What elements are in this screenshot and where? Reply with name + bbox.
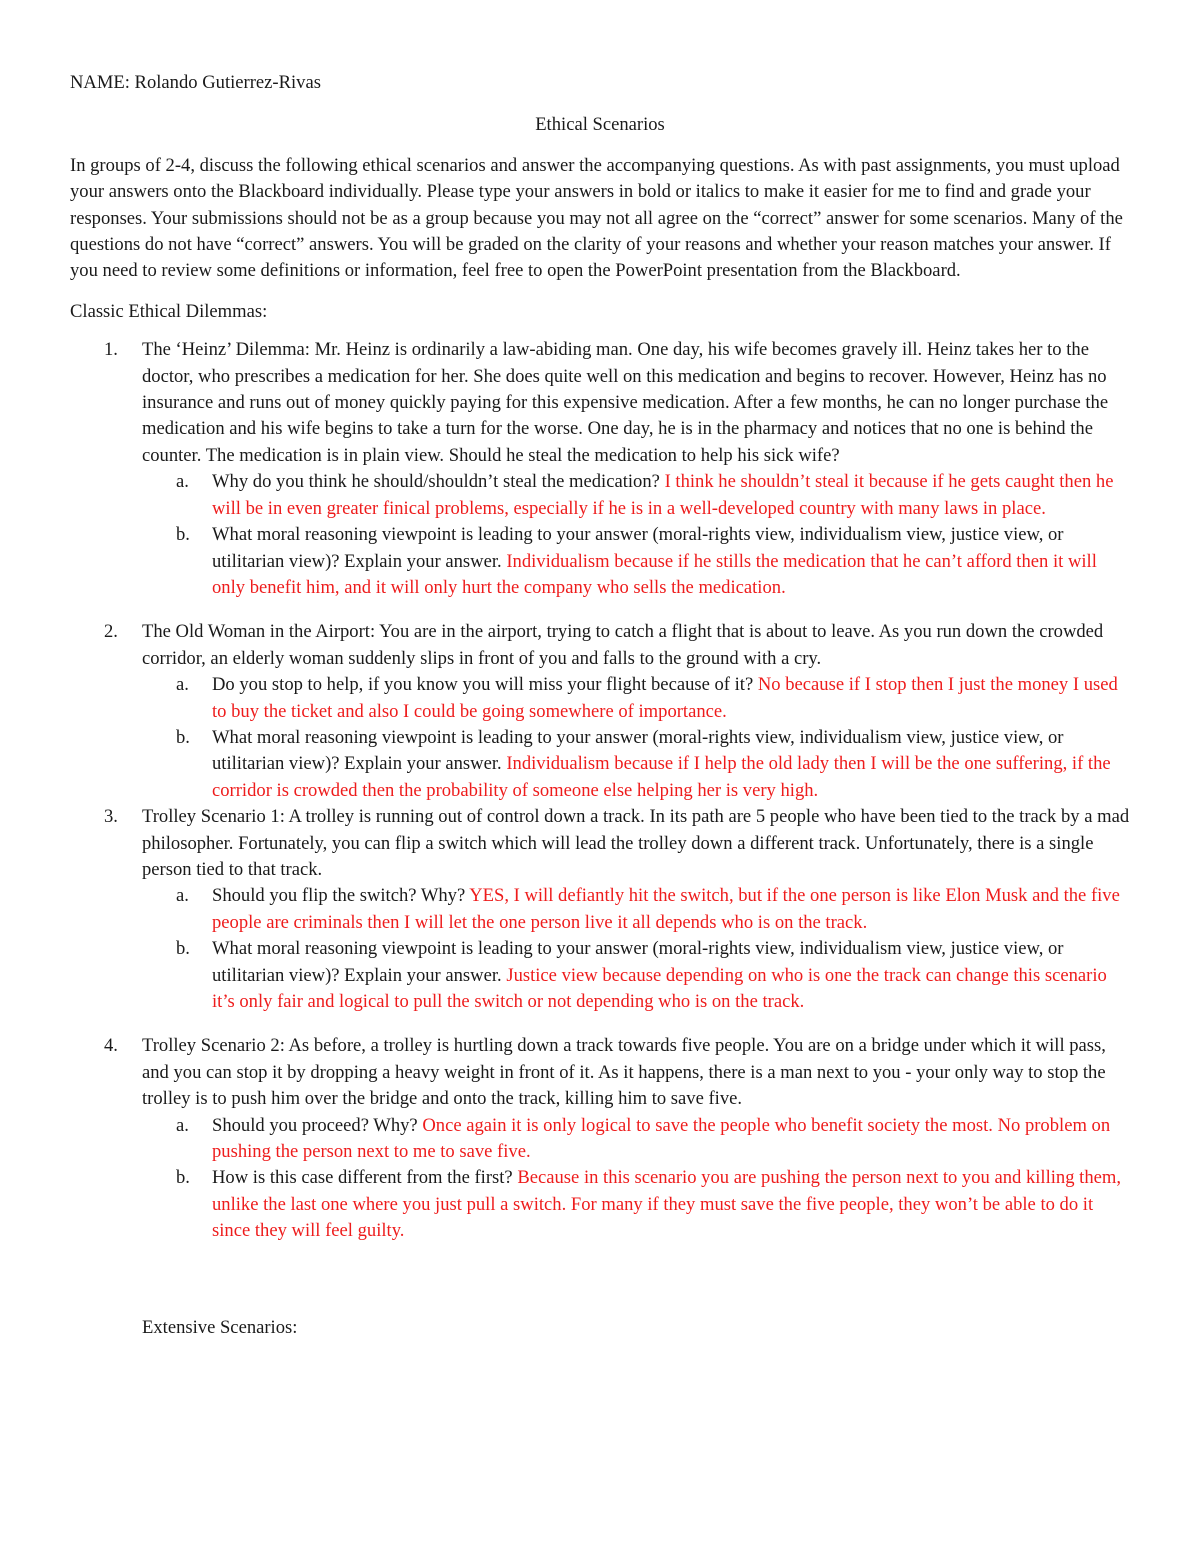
question-item bbox=[142, 883, 1130, 936]
question-text: What moral reasoning viewpoint is leading to your answer (moral-rights view, individualism view, justice view, or utilitarian view)? Explain your answer. bbox=[212, 524, 1064, 572]
scenario-item bbox=[70, 337, 1130, 601]
page-title: Ethical Scenarios bbox=[535, 114, 665, 136]
scenario-text: Trolley Scenario 1: A trolley is running out of control down a track. In its path are 5 people who have been tied to the track by a mad philosopher. Fortunately, you can flip a switch which will lead the trolley down a different track. Unfortunately, there is a single person tied to that track. bbox=[142, 806, 1130, 880]
section-heading-classic: Classic Ethical Dilemmas: bbox=[70, 300, 268, 322]
answer-text: Because in this scenario you are pushing the person next to you and killing them, unlike the last one where you just pull a switch. For many if they must save the five people, they won’t be able to do it since they will feel guilty. bbox=[212, 1167, 1121, 1242]
answer-text: I think he shouldn’t steal it because if he gets caught then he will be in even greater finical problems, especially if he is in a well-developed country with many laws in place. bbox=[212, 471, 1114, 519]
section-heading-extensive: Extensive Scenarios: bbox=[142, 1316, 298, 1338]
question-item bbox=[142, 1113, 1130, 1166]
question-text: Should you proceed? Why? bbox=[212, 1114, 423, 1136]
question-letter: b. bbox=[176, 938, 190, 960]
question-item bbox=[142, 725, 1130, 804]
question-list bbox=[142, 672, 1130, 804]
question-letter: b. bbox=[176, 1167, 190, 1189]
scenario-text: Trolley Scenario 2: As before, a trolley is hurtling down a track towards five people. You are on a bridge under which it will pass, and you can stop it by dropping a heavy weight in front of it. As it happens, there is a man next to you - your only way to stop the trolley is to push him over the bridge and onto the track, killing him to save five. bbox=[142, 1035, 1106, 1110]
scenario-text: The Old Woman in the Airport: You are in the airport, trying to catch a flight that is about to leave. As you run down the crowded corridor, an elderly woman suddenly slips in front of you and falls to the ground with a cry. bbox=[142, 621, 1104, 669]
question-letter: b. bbox=[176, 524, 190, 546]
scenario-text: The ‘Heinz’ Dilemma: Mr. Heinz is ordinarily a law-abiding man. One day, his wife becomes gravely ill. Heinz takes her to the doctor, who prescribes a medication for her. She does quite well on this medication and begins to recover. However, Heinz has no insurance and runs out of money quickly paying for this expensive medication. After a few months, he can no longer purchase the medication and his wife begins to take a turn for the worse. One day, he is in the pharmacy and notices that no one is behind the counter. The medication is in plain view. Should he steal the medication to help his sick wife? bbox=[142, 339, 1109, 466]
question-text: What moral reasoning viewpoint is leading to your answer (moral-rights view, individualism view, justice view, or utilitarian view)? Explain your answer. bbox=[212, 938, 1064, 986]
question-item bbox=[142, 1165, 1130, 1244]
question-letter: a. bbox=[176, 1114, 189, 1136]
question-letter: a. bbox=[176, 674, 189, 696]
question-item bbox=[142, 522, 1130, 601]
answer-text: Individualism because if he stills the medication that he can’t afford then it will only benefit him, and it will only hurt the company who sells the medication. bbox=[212, 550, 1097, 598]
intro-paragraph: In groups of 2-4, discuss the following ethical scenarios and answer the accompanying questions. As with past assignments, you must upload your answers onto the Blackboard individually. Please type your answers in bold or italics to make it easier for me to find and grade your responses. Your submissions should not be as a group because you may not all agree on the “correct” answer for some scenarios. Many of the questions do not have “correct” answers. You will be graded on the clarity of your reasons and whether your reason matches your answer. If you need to review some definitions or information, feel free to open the PowerPoint presentation from the Blackboard. bbox=[70, 154, 1123, 282]
scenario-list bbox=[70, 337, 1130, 1244]
question-list bbox=[142, 883, 1130, 1015]
question-text: Should you flip the switch? Why? bbox=[212, 885, 470, 907]
question-item bbox=[142, 469, 1130, 522]
scenario-item bbox=[70, 619, 1130, 804]
question-letter: a. bbox=[176, 471, 189, 493]
answer-text: Justice view because depending on who is one the track can change this scenario it’s only fair and logical to pull the switch or not depending who is on the track. bbox=[212, 964, 1107, 1012]
question-text: Do you stop to help, if you know you will miss your flight because of it? bbox=[212, 674, 758, 696]
question-list bbox=[142, 469, 1130, 601]
question-letter: a. bbox=[176, 885, 189, 907]
question-item bbox=[142, 672, 1130, 725]
answer-text: Once again it is only logical to save the people who benefit society the most. No problem on pushing the person next to me to save five. bbox=[212, 1114, 1111, 1163]
document-page bbox=[70, 70, 1130, 1341]
question-item bbox=[142, 936, 1130, 1015]
answer-text: YES, I will defiantly hit the switch, but if the one person is like Elon Musk and the five people are criminals then I will let the one person live it all depends who is on the track. bbox=[212, 885, 1120, 933]
question-text: What moral reasoning viewpoint is leading to your answer (moral-rights view, individualism view, justice view, or utilitarian view)? Explain your answer. bbox=[212, 726, 1064, 775]
scenario-number: 1. bbox=[104, 339, 118, 361]
question-text: How is this case different from the first? bbox=[212, 1167, 518, 1189]
scenario-item bbox=[70, 1033, 1130, 1244]
question-list bbox=[142, 1113, 1130, 1245]
scenario-number: 2. bbox=[104, 621, 118, 643]
scenario-number: 3. bbox=[104, 806, 118, 828]
student-name: NAME: Rolando Gutierrez-Rivas bbox=[70, 72, 321, 93]
question-letter: b. bbox=[176, 726, 190, 748]
question-text: Why do you think he should/shouldn’t steal the medication? bbox=[212, 471, 665, 493]
scenario-item bbox=[70, 804, 1130, 1015]
answer-text: No because if I stop then I just the money I used to buy the ticket and also I could be going somewhere of importance. bbox=[212, 674, 1118, 722]
answer-text: Individualism because if I help the old lady then I will be the one suffering, if the corridor is crowded then the probability of someone else helping her is very high. bbox=[212, 753, 1111, 801]
scenario-number: 4. bbox=[104, 1035, 118, 1057]
